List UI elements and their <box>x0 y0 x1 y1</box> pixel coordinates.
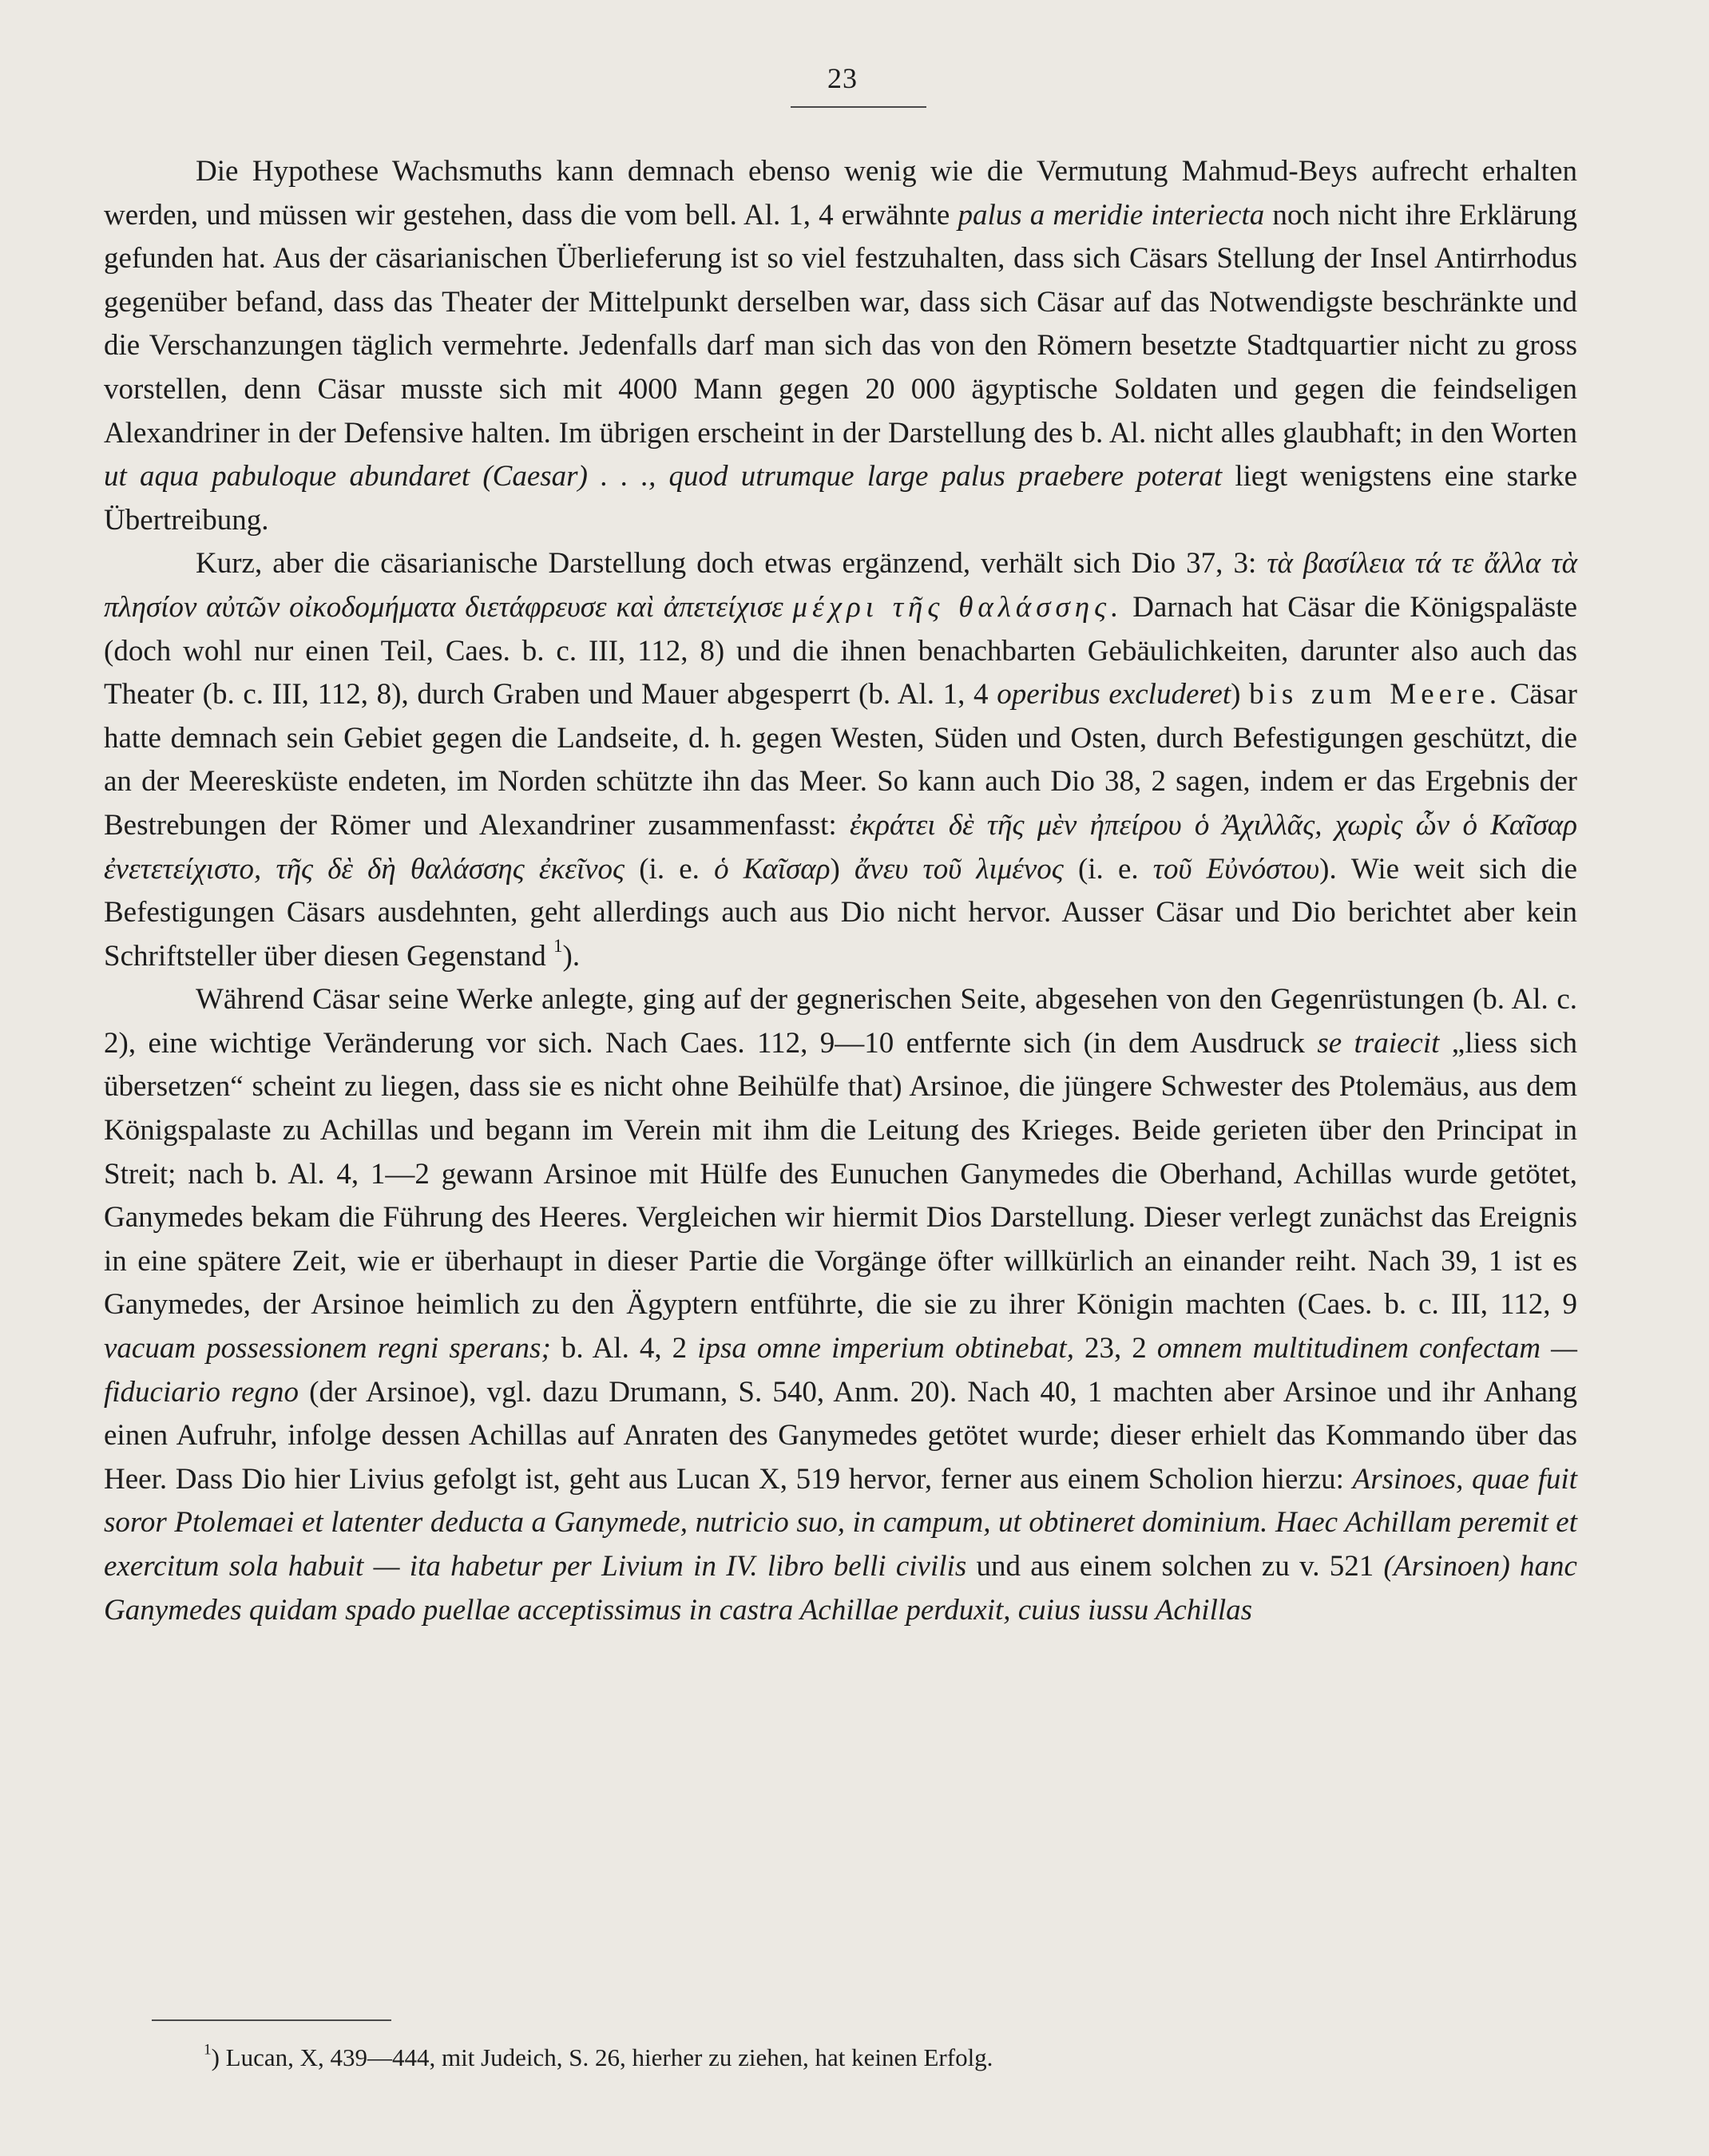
footnote-text: ) Lucan, X, 439—444, mit Judeich, S. 26, hierher zu ziehen, hat keinen Erfolg. <box>211 2043 993 2071</box>
text-span: „liess sich übersetzen“ scheint zu liegen, dass sie es nicht ohne Beihülfe that) Arsinoe, die jüngere Schwester des Ptolemäus, aus dem Königspalaste zu Achillas und begann im Verein mit ihm die Leitung des Krieges. Beide gerieten über den Principat in Streit; nach b. Al. 4, 1—2 gewann Arsinoe mit Hülfe des Eunuchen Ganymedes die Oberhand, Achillas wurde getötet, Ganymedes bekam die Führung des Heeres. Vergleichen wir hiermit Dios Darstellung. Dieser verlegt zunächst das Ereignis in eine spätere Zeit, wie er überhaupt in dieser Partie die Vorgänge öfter willkürlich an einander reiht. Nach 39, 1 ist es Ganymedes, der Arsinoe heimlich zu den Ägyptern entführte, die sie zu ihrer Königin machten (Caes. b. c. III, 112, 9 <box>104 1026 1577 1322</box>
text-span: b. Al. 4, 2 <box>550 1332 698 1365</box>
italic-span: vacuam possessionem regni sperans; <box>104 1332 551 1365</box>
italic-span: ipsa omne imperium obtinebat, <box>697 1332 1074 1365</box>
italic-span: palus a meridie interiecta <box>958 198 1265 232</box>
text-span: Cäsar hatte demnach sein Gebiet gegen die Landseite, d. h. gegen Westen, Süden und Osten, durch Befestigungen geschützt, die an der Meeresküste endeten, im Norden schützte ihn das Meer. So kann auch Dio 38, 2 sagen, indem er das Ergebnis der Bestrebungen der Römer und Alexandriner zusammenfasst: <box>104 678 1577 842</box>
text-span: ) <box>1231 678 1250 711</box>
footnote <box>204 2042 1561 2074</box>
italic-span: ut aqua pabuloque abundaret (Caesar) . . ., quod utrumque large palus praebere poterat <box>104 460 1223 493</box>
header-rule <box>791 106 926 108</box>
text-span: ) <box>830 852 854 886</box>
italic-span: omnem multitudinem confectam — fiduciario regno <box>104 1332 1577 1409</box>
paragraph <box>104 978 1577 1632</box>
italic-span: se traiecit <box>1317 1026 1440 1060</box>
paragraph <box>104 150 1577 542</box>
text-span: (i. e. <box>1063 852 1153 886</box>
italic-span: operibus excluderet <box>997 678 1231 711</box>
italic-span: τὰ βασίλεια τά τε ἄλλα τὰ πλησίον αὐτῶν οἰκοδομήματα διετάφρευσε καὶ ἀπετείχισε <box>104 547 1577 624</box>
text-span: Während Cäsar seine Werke anlegte, ging auf der gegnerischen Seite, abgesehen von den Gegenrüstungen (b. Al. c. 2), eine wichtige Veränderung vor sich. Nach Caes. 112, 9—10 entfernte sich (in dem Ausdruck <box>104 983 1577 1060</box>
footnote-marker: 1 <box>204 2041 212 2059</box>
italic-span: τοῦ Εὐνόστου <box>1152 852 1320 886</box>
body-text <box>104 150 1577 1632</box>
text-span: Die Hypothese Wachsmuths kann demnach ebenso wenig wie die Vermutung Mahmud-Beys aufrecht erhalten werden, und müssen wir gestehen, dass die vom bell. Al. 1, 4 erwähnte <box>104 155 1577 232</box>
italic-span: Arsinoes, quae fuit soror Ptolemaei et latenter deducta a Ganymede, nutricio suo, in campum, ut obtineret dominium. Haec Achillam peremit et exercitum sola habuit — ita habetur per Livium in IV. libro belli civilis <box>104 1462 1577 1583</box>
footnote-rule <box>152 2019 391 2021</box>
italic-span: ἄνευ τοῦ λιμένος <box>854 852 1064 886</box>
text-span <box>783 591 793 624</box>
italic-span: ἐκράτει δὲ τῆς μὲν ἠπείρου ὁ Ἀχιλλᾶς, χωρὶς ὧν ὁ Καῖσαρ ἐνετετείχιστο, τῆς δὲ δὴ θαλάσσης ἐκεῖνος <box>104 808 1577 886</box>
text-span: bis zum Meere. <box>1249 678 1502 711</box>
text-span: noch nicht ihre Erklärung gefunden hat. Aus der cäsarianischen Überlieferung ist so viel festzuhalten, dass sich Cäsars Stellung der Insel Antirrhodus gegenüber befand, dass das Theater der Mittelpunkt derselben war, dass sich Cäsar auf das Notwendigste beschränkte und die Verschanzungen täglich vermehrte. Jedenfalls darf man sich das von den Römern besetzte Stadtquartier nicht zu gross vorstellen, denn Cäsar musste sich mit 4000 Mann gegen 20 000 ägyptische Soldaten und gegen die feindseligen Alexandriner in der Defensive halten. Im übrigen erscheint in der Darstellung des b. Al. nicht alles glaubhaft; in den Worten <box>104 198 1578 450</box>
text-span: 23, 2 <box>1073 1332 1157 1365</box>
italic-span: (Arsinoen) hanc Ganymedes quidam spado puellae acceptissimus in castra Achillae perduxit, cuius iussu Achillas <box>104 1550 1577 1627</box>
italic-span: μέχρι τῆς θαλάσσης. <box>792 590 1124 624</box>
text-span: (der Arsinoe), vgl. dazu Drumann, S. 540, Anm. 20). Nach 40, 1 machten aber Arsinoe und ihr Anhang einen Aufruhr, infolge dessen Achillas auf Anraten des Ganymedes getötet wurde; dieser erhielt das Kommando über das Heer. Dass Dio hier Livius gefolgt ist, geht aus Lucan X, 519 hervor, ferner aus einem Scholion hierzu: <box>104 1375 1578 1496</box>
text-span: und aus einem solchen zu v. 521 <box>966 1550 1384 1583</box>
text-span: (i. e. <box>625 852 715 886</box>
text-span: ). <box>562 939 581 973</box>
text-span: liegt wenigstens eine starke Übertreibung. <box>104 460 1577 537</box>
paragraph <box>104 542 1577 978</box>
italic-span: ὁ Καῖσαρ <box>714 852 831 886</box>
text-span: ). Wie weit sich die Befestigungen Cäsars ausdehnten, geht allerdings auch aus Dio nicht hervor. Ausser Cäsar und Dio berichtet aber kein Schriftsteller über diesen Gegenstand <box>104 852 1577 973</box>
text-span: Darnach hat Cäsar die Königspaläste (doch wohl nur einen Teil, Caes. b. c. III, 112, 8) und die ihnen benachbarten Gebäulichkeiten, darunter also auch das Theater (b. c. III, 112, 8), durch Graben und Mauer abgesperrt (b. Al. 1, 4 <box>104 590 1577 711</box>
text-span: Kurz, aber die cäsarianische Darstellung doch etwas ergänzend, verhält sich Dio 37, 3: <box>196 547 1267 581</box>
footnote-reference[interactable]: 1 <box>553 935 563 956</box>
page-number: 23 <box>827 62 858 94</box>
